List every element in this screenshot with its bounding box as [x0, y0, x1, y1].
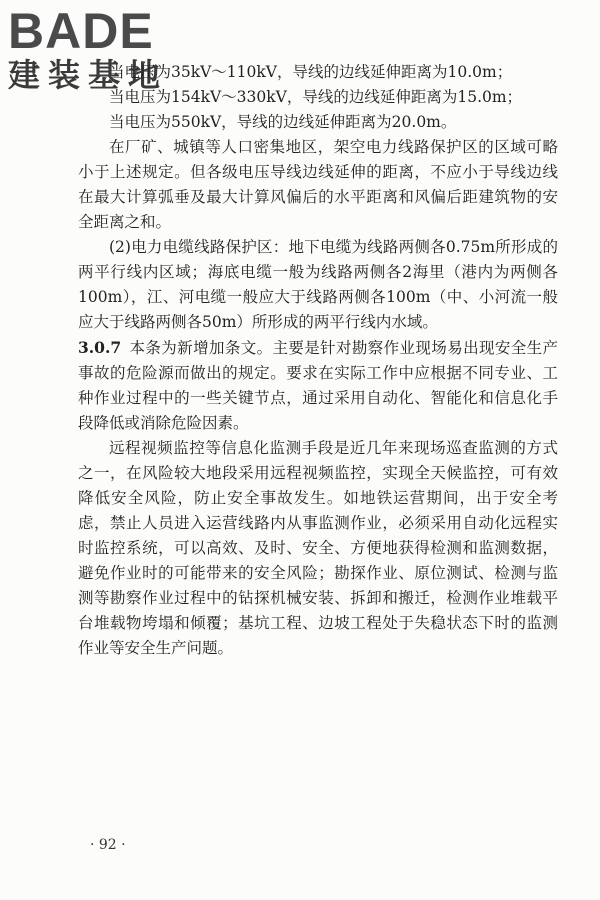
watermark-subtitle: 建装基地: [8, 56, 169, 94]
paragraph-dense-area: 在厂矿、城镇等人口密集地区，架空电力线路保护区的区域可略小于上述规定。但各级电压导线边线延伸的距离，不应小于导线边线在最大计算弧垂及最大计算风偏后的水平距离和风偏后距建筑物的安全距离之和。: [78, 138, 558, 231]
paragraph-voltage-35-110: 当电压为35kV～110kV，导线的边线延伸距离为10.0m；: [109, 63, 513, 81]
document-body: [78, 60, 558, 661]
paragraph-voltage-154-330: 当电压为154kV～330kV，导线的边线延伸距离为15.0m；: [109, 88, 523, 106]
paragraph-cable-protection: (2)电力电缆线路保护区：地下电缆为线路两侧各0.75m所形成的两平行线内区域；海底电缆一般为线路两侧各2海里（港内为两侧各100m），江、河电缆一般应大于线路两侧各100m（中、小河流一般应大于线路两侧各50m）所形成的两平行线内水域。: [78, 238, 558, 331]
watermark-brand: BADE: [8, 3, 154, 59]
paragraph-voltage-550: 当电压为550kV，导线的边线延伸距离为20.0m。: [109, 113, 457, 131]
paragraph-remote-monitoring: 远程视频监控等信息化监测手段是近几年来现场巡查监测的方式之一，在风险较大地段采用远程视频监控，实现全天候监控，可有效降低安全风险，防止安全事故发生。如地铁运营期间，出于安全考虑，禁止人员进入运营线路内从事监测作业，必须采用自动化远程实时监控系统，可以高效、及时、安全、方便地获得检测和监测数据，避免作业时的可能带来的安全风险；勘探作业、原位测试、检测与监测等勘察作业过程中的钻探机械安装、拆卸和搬迁，检测作业堆载平台堆载物垮塌和倾覆；基坑工程、边坡工程处于失稳状态下时的监测作业等安全生产问题。: [78, 439, 558, 657]
section-3-0-7: [78, 335, 558, 436]
section-number: 3.0.7: [78, 338, 122, 357]
section-3-0-7-text: 本条为新增加条文。主要是针对勘察作业现场易出现安全生产事故的危险源而做出的规定。要求在实际工作中应根据不同专业、工种作业过程中的一些关键节点，通过采用自动化、智能化和信息化手段降低或消除危险因素。: [78, 339, 558, 432]
page-number: · 92 ·: [90, 837, 126, 853]
